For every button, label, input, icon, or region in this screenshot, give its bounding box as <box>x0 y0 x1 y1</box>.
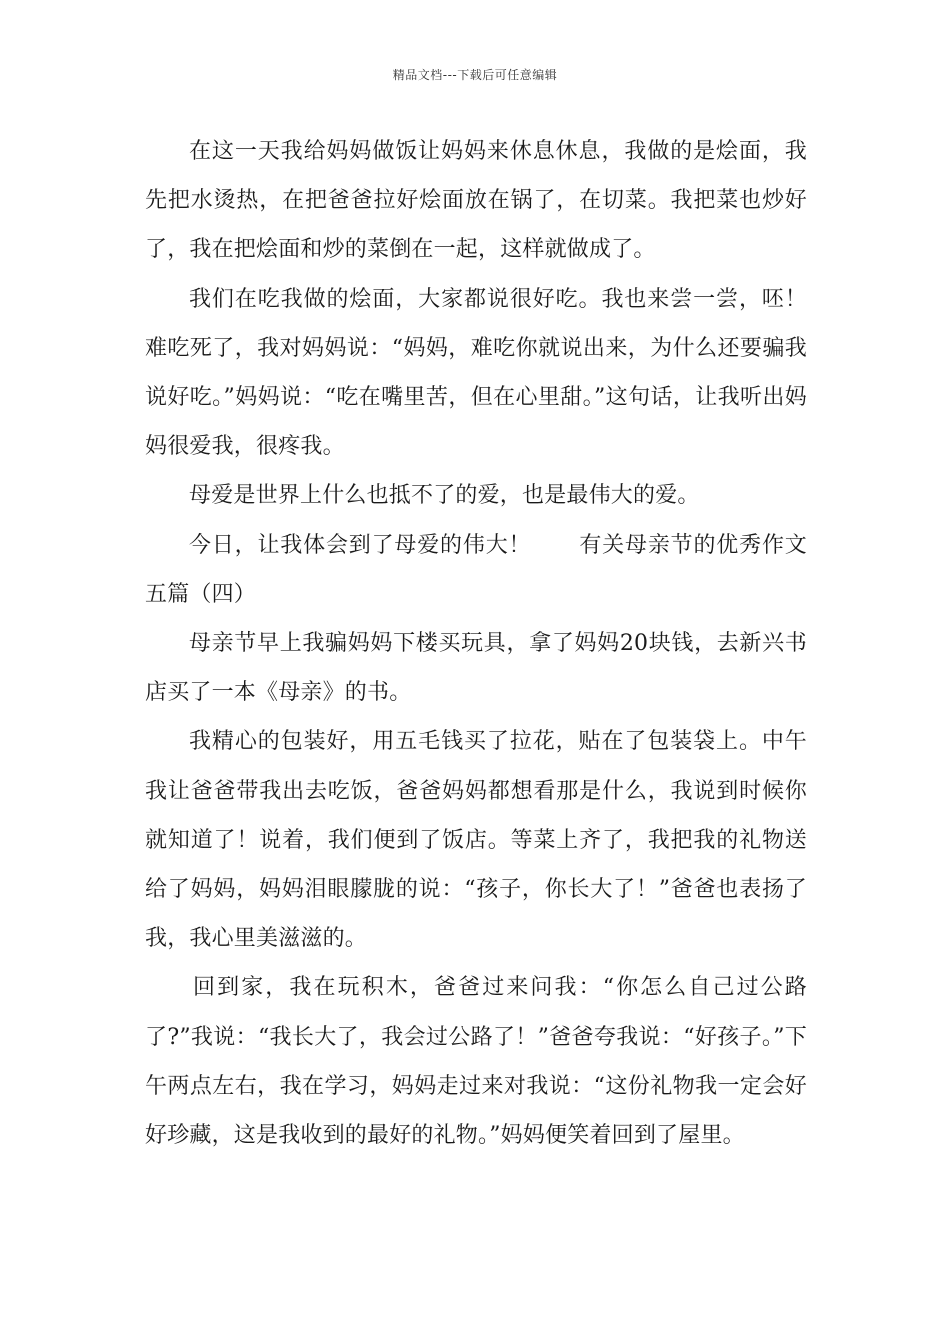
paragraph-gift: 我精心的包装好，用五毛钱买了拉花，贴在了包装袋上。中午我让爸爸带我出去吃饭，爸爸妈妈都想看那是什么，我说到时候你就知道了！说着，我们便到了饭店。等菜上齐了，我把我的礼物送给了妈妈，妈妈泪眼朦胧的说：“孩子，你长大了！”爸爸也表扬了我，我心里美滋滋的。 <box>145 729 807 952</box>
paragraph-mothers-love: 母爱是世界上什么也抵不了的爱，也是最伟大的爱。 <box>189 483 700 509</box>
page-header: 精品文档---下载后可任意编辑 <box>392 68 558 82</box>
paragraph-tasting: 我们在吃我做的烩面，大家都说很好吃。我也来尝一尝，呸！难吃死了，我对妈妈说：“妈妈，难吃你就说出来，为什么还要骗我说好吃。”妈妈说：“吃在嘴里苦，但在心里甜。”这句话，让我听出妈妈很爱我，很疼我。 <box>145 286 807 460</box>
paragraph-cooking: 在这一天我给妈妈做饭让妈妈来休息休息，我做的是烩面，我先把水烫热，在把爸爸拉好烩面放在锅了，在切菜。我把菜也炒好了，我在把烩面和炒的菜倒在一起，这样就做成了。 <box>145 139 807 263</box>
paragraph-home: 回到家，我在玩积木，爸爸过来问我：“你怎么自己过公路了?”我说：“我长大了，我会过公路了！”爸爸夸我说：“好孩子。”下午两点左右，我在学习，妈妈走过来对我说：“这份礼物我一定会好好珍藏，这是我收到的最好的礼物。”妈妈便笑着回到了屋里。 <box>145 975 807 1149</box>
section-title: 有关母亲节的优秀作文五篇（四） <box>145 532 807 607</box>
paragraph-closing <box>145 521 807 619</box>
paragraph-bookstore: 母亲节早上我骗妈妈下楼买玩具，拿了妈妈20块钱，去新兴书店买了一本《母亲》的书。 <box>145 631 807 706</box>
closing-sentence: 今日，让我体会到了母爱的伟大！ <box>189 532 532 558</box>
document-body <box>145 127 807 1160</box>
